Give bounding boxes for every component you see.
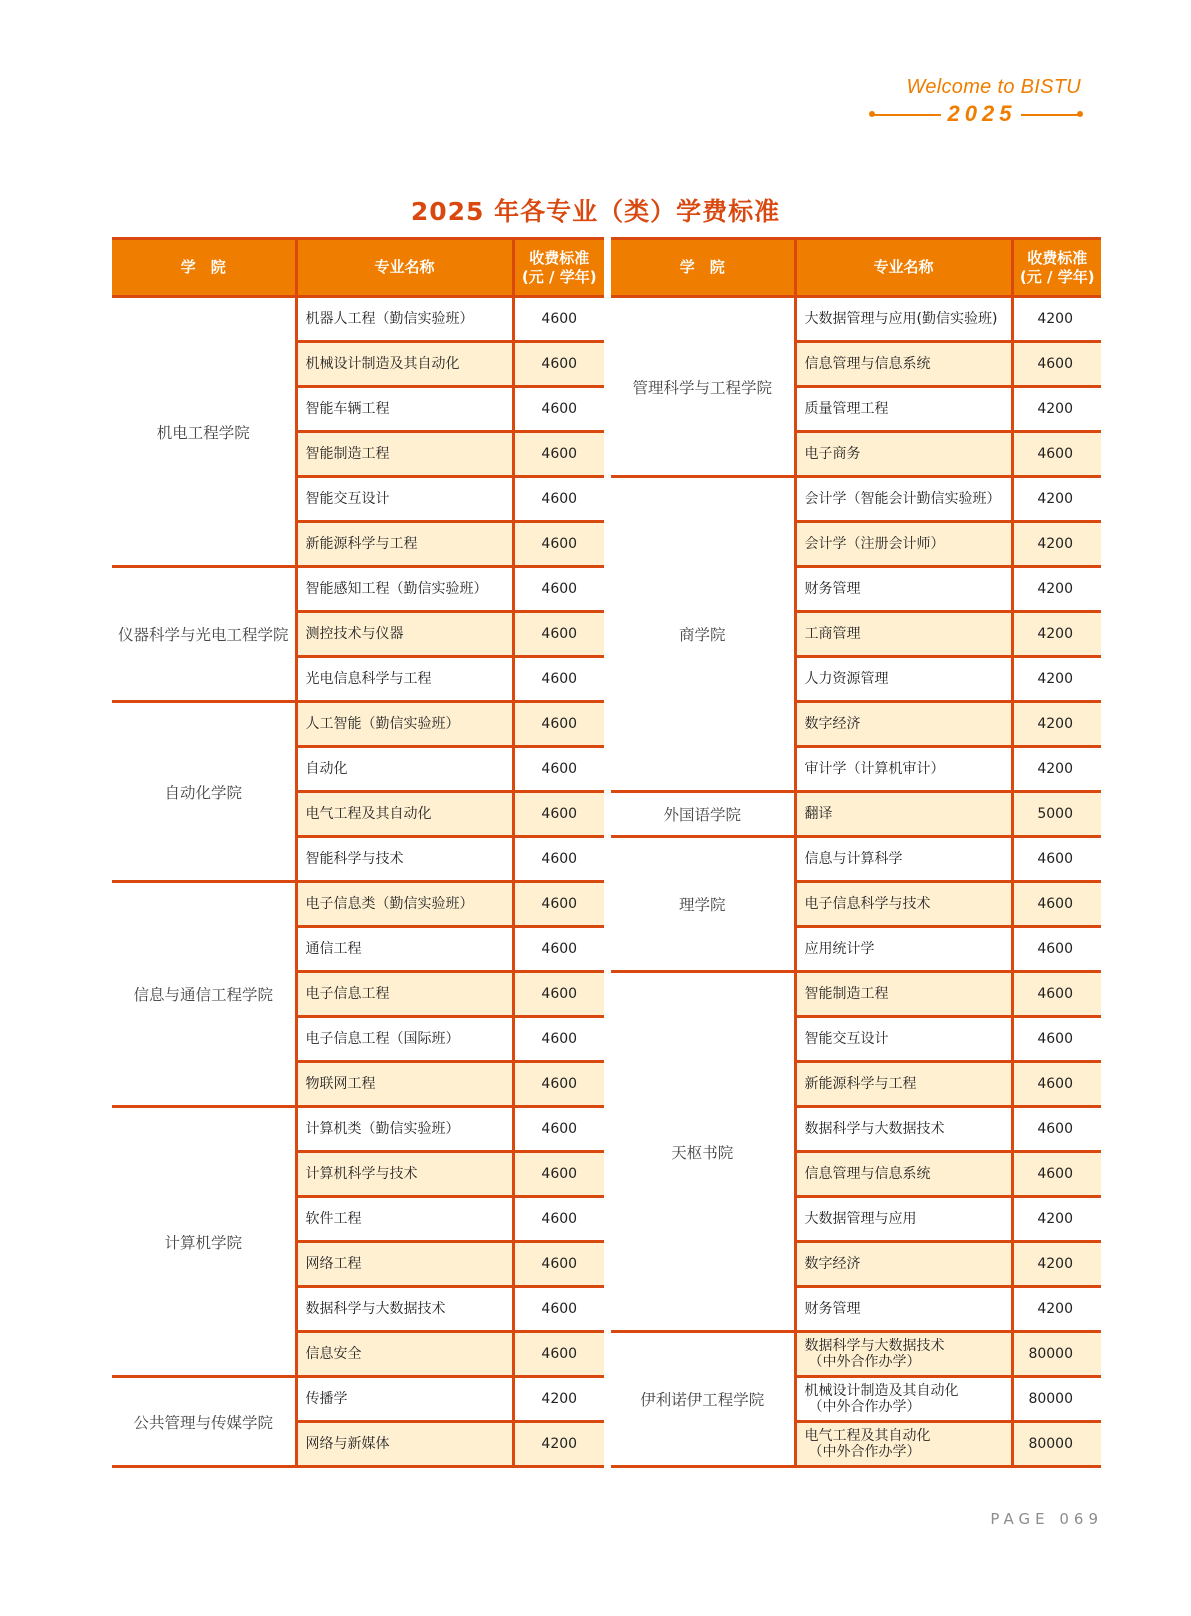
major-cell: 电气工程及其自动化 （中外合作办学）: [795, 1422, 1012, 1467]
major-cell: 电子信息工程（国际班）: [296, 1017, 513, 1062]
major-cell: 数字经济: [795, 1242, 1012, 1287]
table-row: [112, 702, 604, 747]
fee-cell: 4200: [1012, 387, 1101, 432]
fee-cell: 4600: [513, 972, 604, 1017]
college-cell: 商学院: [611, 477, 795, 792]
college-cell: 自动化学院: [112, 702, 296, 882]
fee-table-right: [611, 237, 1101, 1468]
major-cell: 工商管理: [795, 612, 1012, 657]
fee-cell: 4600: [1012, 837, 1101, 882]
major-cell: 信息安全: [296, 1332, 513, 1377]
fee-cell: 4600: [513, 1332, 604, 1377]
college-cell: 计算机学院: [112, 1107, 296, 1377]
fee-cell: 4600: [513, 612, 604, 657]
fee-cell: 4600: [1012, 342, 1101, 387]
major-cell: 智能车辆工程: [296, 387, 513, 432]
fee-cell: 4600: [513, 1197, 604, 1242]
fee-cell: 4600: [1012, 1152, 1101, 1197]
fee-cell: 4600: [1012, 1062, 1101, 1107]
fee-cell: 4600: [513, 297, 604, 342]
page-title: 2025 年各专业（类）学费标准: [410, 197, 781, 226]
brand-header: [871, 76, 1081, 127]
major-cell: 机械设计制造及其自动化 （中外合作办学）: [795, 1377, 1012, 1422]
major-cell: 电气工程及其自动化: [296, 792, 513, 837]
major-cell: 数字经济: [795, 702, 1012, 747]
college-cell: 理学院: [611, 837, 795, 972]
fee-cell: 4600: [1012, 1107, 1101, 1152]
major-cell: 翻译: [795, 792, 1012, 837]
fee-cell: 80000: [1012, 1422, 1101, 1467]
fee-cell: 4600: [1012, 927, 1101, 972]
college-cell: 仪器科学与光电工程学院: [112, 567, 296, 702]
header-fee: 收费标准 (元 / 学年): [1012, 239, 1101, 297]
fee-cell: 4600: [513, 882, 604, 927]
divider: [871, 114, 941, 116]
major-cell: 智能感知工程（勤信实验班）: [296, 567, 513, 612]
fee-cell: 4200: [1012, 1287, 1101, 1332]
fee-cell: 4600: [1012, 432, 1101, 477]
fee-cell: 4600: [513, 927, 604, 972]
table-row: [611, 477, 1101, 522]
table-row: [611, 1332, 1101, 1377]
divider: [1021, 114, 1081, 116]
major-cell: 数据科学与大数据技术: [296, 1287, 513, 1332]
college-cell: 机电工程学院: [112, 297, 296, 567]
major-cell: 计算机科学与技术: [296, 1152, 513, 1197]
major-cell: 软件工程: [296, 1197, 513, 1242]
major-cell: 光电信息科学与工程: [296, 657, 513, 702]
college-cell: 信息与通信工程学院: [112, 882, 296, 1107]
table-row: [611, 792, 1101, 837]
year-banner: [871, 101, 1081, 127]
major-cell: 通信工程: [296, 927, 513, 972]
fee-cell: 4200: [1012, 567, 1101, 612]
year-text: 2025: [947, 101, 1017, 126]
fee-cell: 4600: [1012, 972, 1101, 1017]
major-cell: 信息与计算科学: [795, 837, 1012, 882]
major-cell: 新能源科学与工程: [296, 522, 513, 567]
fee-cell: 4600: [513, 702, 604, 747]
header-college: 学 院: [611, 239, 795, 297]
major-cell: 测控技术与仪器: [296, 612, 513, 657]
table-row: [611, 972, 1101, 1017]
major-cell: 信息管理与信息系统: [795, 342, 1012, 387]
fee-cell: 4600: [1012, 1017, 1101, 1062]
page-number: PAGE 069: [990, 1510, 1103, 1528]
college-cell: 管理科学与工程学院: [611, 297, 795, 477]
major-cell: 电子信息工程: [296, 972, 513, 1017]
fee-cell: 4600: [513, 1062, 604, 1107]
major-cell: 大数据管理与应用(勤信实验班): [795, 297, 1012, 342]
major-cell: 网络与新媒体: [296, 1422, 513, 1467]
major-cell: 机器人工程（勤信实验班）: [296, 297, 513, 342]
major-cell: 智能交互设计: [296, 477, 513, 522]
fee-cell: 4600: [513, 792, 604, 837]
major-cell: 大数据管理与应用: [795, 1197, 1012, 1242]
major-cell: 电子信息类（勤信实验班）: [296, 882, 513, 927]
table-header-row: [112, 239, 604, 297]
table-body: [112, 297, 604, 1467]
major-cell: 电子商务: [795, 432, 1012, 477]
header-major: 专业名称: [795, 239, 1012, 297]
table-row: [112, 567, 604, 612]
major-cell: 审计学（计算机审计）: [795, 747, 1012, 792]
major-cell: 人工智能（勤信实验班）: [296, 702, 513, 747]
fee-cell: 4600: [513, 1287, 604, 1332]
table-header-row: [611, 239, 1101, 297]
fee-cell: 4200: [1012, 657, 1101, 702]
college-cell: 天枢书院: [611, 972, 795, 1332]
major-cell: 新能源科学与工程: [795, 1062, 1012, 1107]
fee-cell: 4600: [1012, 882, 1101, 927]
major-cell: 智能交互设计: [795, 1017, 1012, 1062]
major-cell: 信息管理与信息系统: [795, 1152, 1012, 1197]
welcome-text: Welcome to BISTU: [906, 76, 1081, 98]
dot-icon: [1077, 111, 1083, 117]
fee-cell: 5000: [1012, 792, 1101, 837]
college-cell: 公共管理与传媒学院: [112, 1377, 296, 1467]
major-cell: 智能科学与技术: [296, 837, 513, 882]
major-cell: 智能制造工程: [296, 432, 513, 477]
table-row: [611, 297, 1101, 342]
major-cell: 财务管理: [795, 567, 1012, 612]
major-cell: 数据科学与大数据技术: [795, 1107, 1012, 1152]
fee-cell: 4200: [1012, 612, 1101, 657]
fee-cell: 4200: [513, 1377, 604, 1422]
fee-cell: 4200: [1012, 1242, 1101, 1287]
college-cell: 伊利诺伊工程学院: [611, 1332, 795, 1467]
fee-cell: 4600: [513, 342, 604, 387]
fee-cell: 4600: [513, 1152, 604, 1197]
fee-cell: 4600: [513, 477, 604, 522]
header-major: 专业名称: [296, 239, 513, 297]
college-cell: 外国语学院: [611, 792, 795, 837]
table-row: [112, 1107, 604, 1152]
major-cell: 财务管理: [795, 1287, 1012, 1332]
table-row: [611, 837, 1101, 882]
table-row: [112, 882, 604, 927]
major-cell: 数据科学与大数据技术 （中外合作办学）: [795, 1332, 1012, 1377]
fee-cell: 4200: [1012, 747, 1101, 792]
major-cell: 自动化: [296, 747, 513, 792]
major-cell: 电子信息科学与技术: [795, 882, 1012, 927]
fee-cell: 4600: [513, 657, 604, 702]
fee-cell: 4600: [513, 837, 604, 882]
fee-cell: 80000: [1012, 1377, 1101, 1422]
major-cell: 网络工程: [296, 1242, 513, 1287]
major-cell: 会计学（智能会计勤信实验班）: [795, 477, 1012, 522]
fee-cell: 4200: [513, 1422, 604, 1467]
header-fee: 收费标准 (元 / 学年): [513, 239, 604, 297]
fee-table-left: [112, 237, 604, 1468]
fee-cell: 4200: [1012, 522, 1101, 567]
fee-cell: 4200: [1012, 702, 1101, 747]
major-cell: 应用统计学: [795, 927, 1012, 972]
fee-cell: 4600: [513, 387, 604, 432]
major-cell: 人力资源管理: [795, 657, 1012, 702]
fee-cell: 4600: [513, 567, 604, 612]
table-row: [112, 297, 604, 342]
major-cell: 传播学: [296, 1377, 513, 1422]
major-cell: 物联网工程: [296, 1062, 513, 1107]
major-cell: 智能制造工程: [795, 972, 1012, 1017]
fee-cell: 80000: [1012, 1332, 1101, 1377]
fee-cell: 4600: [513, 432, 604, 477]
fee-cell: 4600: [513, 1107, 604, 1152]
fee-cell: 4200: [1012, 477, 1101, 522]
fee-cell: 4200: [1012, 297, 1101, 342]
table-body: [611, 297, 1101, 1467]
fee-cell: 4600: [513, 1242, 604, 1287]
fee-cell: 4200: [1012, 1197, 1101, 1242]
major-cell: 质量管理工程: [795, 387, 1012, 432]
major-cell: 机械设计制造及其自动化: [296, 342, 513, 387]
fee-cell: 4600: [513, 522, 604, 567]
header-college: 学 院: [112, 239, 296, 297]
major-cell: 会计学（注册会计师）: [795, 522, 1012, 567]
major-cell: 计算机类（勤信实验班）: [296, 1107, 513, 1152]
fee-cell: 4600: [513, 747, 604, 792]
table-row: [112, 1377, 604, 1422]
fee-cell: 4600: [513, 1017, 604, 1062]
